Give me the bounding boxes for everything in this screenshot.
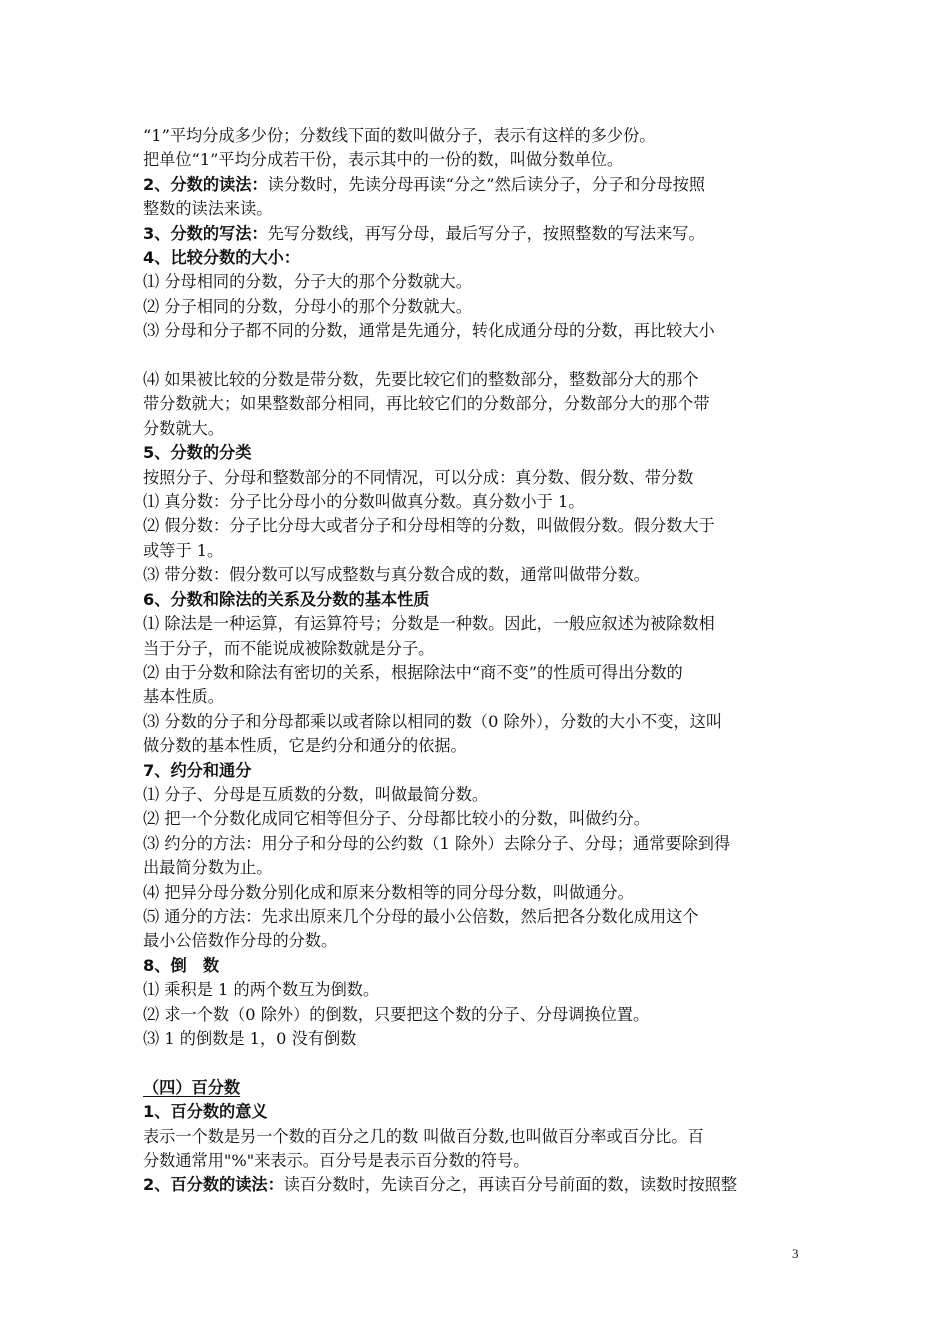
heading-label: 8、倒 数 [143,955,220,975]
section-heading-line [143,588,815,612]
text-line [143,1125,815,1149]
line-text: 出最简分数为止。 [143,858,273,878]
line-text: 做分数的基本性质，它是约分和通分的依据。 [143,736,467,756]
heading-label: 5、分数的分类 [143,443,252,463]
line-text: “1”平均分成多少份；分数线下面的数叫做分子，表示有这样的多少份。 [143,126,656,145]
text-line [143,710,815,734]
text-line [143,1003,815,1027]
heading-label: （四）百分数 [143,1077,241,1097]
text-line [143,197,815,221]
text-line [143,368,815,392]
text-line [143,1149,815,1173]
line-text: 或等于 1。 [143,540,224,560]
line-text: ⑵ 假分数：分子比分母大或者分子和分母相等的分数，叫做假分数。假分数大于 [143,516,715,536]
text-line [143,270,815,294]
line-text: ⑶ 约分的方法：用分子和分母的公约数（1 除外）去除分子、分母；通常要除到得 [143,833,731,853]
heading-label: 6、分数和除法的关系及分数的基本性质 [143,589,430,609]
line-text: ⑶ 带分数：假分数可以写成整数与真分数合成的数，通常叫做带分数。 [143,565,650,585]
section-heading-line [143,1100,815,1124]
line-text: 按照分子、分母和整数部分的不同情况，可以分成：真分数、假分数、带分数 [143,467,694,487]
section-heading-line [143,759,815,783]
text-line [143,539,815,563]
text-line [143,856,815,880]
text-line [143,514,815,538]
line-text: ⑸ 通分的方法：先求出原来几个分母的最小公倍数，然后把各分数化成用这个 [143,906,699,926]
text-line [143,832,815,856]
heading-label: 4、比较分数的大小： [143,248,300,268]
line-text: ⑵ 求一个数（0 除外）的倒数，只要把这个数的分子、分母调换位置。 [143,1004,650,1024]
heading-label: 2、百分数的读法： [143,1175,284,1195]
text-line [143,783,815,807]
line-text: 基本性质。 [143,687,224,707]
text-line [143,807,815,831]
line-text: ⑵ 分子相同的分数，分母小的那个分数就大。 [143,296,472,316]
text-line [143,881,815,905]
line-text: 带分数就大；如果整数部分相同，再比较它们的分数部分，分数部分大的那个带 [143,394,710,414]
line-text: ⑵ 由于分数和除法有密切的关系，根据除法中“商不变”的性质可得出分数的 [143,662,683,682]
document-body [143,124,815,1198]
section-heading-line [143,1173,815,1197]
heading-label: 1、百分数的意义 [143,1102,268,1122]
text-line [143,417,815,441]
line-text: ⑴ 分子、分母是互质数的分数，叫做最简分数。 [143,784,489,804]
heading-label: 2、分数的读法： [143,174,268,194]
heading-label: 3、分数的写法： [143,223,268,243]
text-line [143,466,815,490]
heading-label: 7、约分和通分 [143,760,252,780]
line-text: ⑵ 把一个分数化成同它相等但分子、分母都比较小的分数，叫做约分。 [143,809,650,829]
text-line [143,124,815,148]
text-line [143,905,815,929]
line-text: ⑴ 分母相同的分数，分子大的那个分数就大。 [143,272,472,292]
text-line [143,563,815,587]
text-line [143,661,815,685]
page-number: 3 [792,1246,799,1261]
line-text: 整数的读法来读。 [143,199,273,219]
text-line [143,344,815,368]
text-line [143,929,815,953]
line-text: ⑴ 真分数：分子比分母小的分数叫做真分数。真分数小于 1。 [143,492,585,512]
line-text: ⑶ 1 的倒数是 1，0 没有倒数 [143,1029,357,1049]
section-heading-line [143,246,815,270]
text-line [143,295,815,319]
text-line [143,490,815,514]
line-text: 表示一个数是另一个数的百分之几的数 叫做百分数,也叫做百分率或百分比。百 [143,1126,704,1146]
line-text: 把单位“1”平均分成若干份，表示其中的一份的数，叫做分数单位。 [143,150,624,170]
text-line [143,148,815,172]
section-heading-line [143,954,815,978]
text-line [143,319,815,343]
text-line [143,1027,815,1051]
section-heading-line [143,1076,815,1100]
line-text: ⑴ 除法是一种运算，有运算符号；分数是一种数。因此，一般应叙述为被除数相 [143,614,715,634]
line-text: ⑴ 乘积是 1 的两个数互为倒数。 [143,980,380,1000]
text-line [143,1051,815,1075]
line-text: 分数就大。 [143,418,224,438]
text-line [143,612,815,636]
line-text: ⑶ 分母和分子都不同的分数，通常是先通分，转化成通分母的分数，再比较大小 [143,321,715,341]
text-line [143,392,815,416]
line-text: 分数通常用"%"来表示。百分号是表示百分数的符号。 [143,1151,530,1171]
line-text: 读分数时，先读分母再读“分之”然后读分子，分子和分母按照 [267,174,706,194]
section-heading-line [143,173,815,197]
line-text: ⑷ 把异分母分数分别化成和原来分数相等的同分母分数，叫做通分。 [143,882,634,902]
text-line [143,734,815,758]
text-line [143,978,815,1002]
line-text: ⑷ 如果被比较的分数是带分数，先要比较它们的整数部分，整数部分大的那个 [143,370,699,390]
line-text: ⑶ 分数的分子和分母都乘以或者除以相同的数（0 除外），分数的大小不变，这叫 [143,711,723,731]
line-text: 当于分子，而不能说成被除数就是分子。 [143,638,435,658]
text-line [143,685,815,709]
section-heading-line [143,222,815,246]
line-text: 先写分数线，再写分母，最后写分子，按照整数的写法来写。 [267,223,705,243]
text-line [143,637,815,661]
section-heading-line [143,441,815,465]
line-text: 读百分数时，先读百分之，再读百分号前面的数，读数时按照整 [283,1175,738,1195]
line-text: 最小公倍数作分母的分数。 [143,931,338,951]
